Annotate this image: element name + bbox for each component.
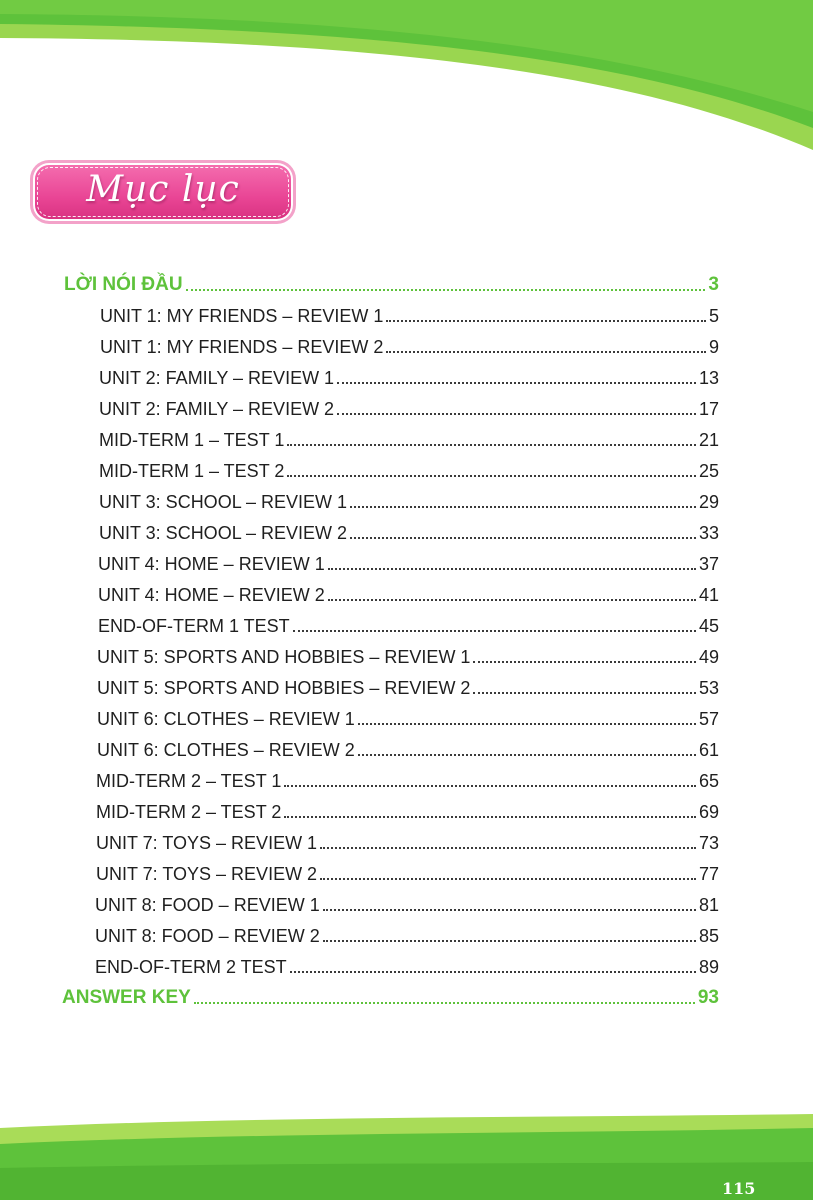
toc-entry[interactable]	[99, 458, 719, 482]
toc-entry-label: UNIT 3: SCHOOL – REVIEW 1	[99, 492, 348, 512]
toc-entry-page: 5	[708, 306, 719, 326]
dot-leader	[358, 723, 696, 725]
toc-entry[interactable]	[99, 489, 719, 513]
toc-entry-label: UNIT 1: MY FRIENDS – REVIEW 1	[100, 306, 384, 326]
toc-entry-page: 89	[698, 957, 719, 977]
toc-entry[interactable]	[95, 923, 719, 947]
dot-leader	[323, 909, 696, 911]
toc-entry-label: MID-TERM 2 – TEST 2	[96, 802, 282, 822]
dot-leader	[284, 785, 696, 787]
dot-leader	[290, 971, 696, 973]
top-green-swoosh	[0, 0, 813, 180]
dot-leader	[328, 599, 696, 601]
toc-entry-page: 77	[698, 864, 719, 884]
toc-entry-page: 3	[708, 274, 719, 295]
toc-entry[interactable]	[96, 768, 719, 792]
dot-leader	[350, 506, 696, 508]
toc-entry-page: 81	[698, 895, 719, 915]
toc-entry[interactable]	[95, 892, 719, 916]
toc-entry-label: UNIT 4: HOME – REVIEW 1	[98, 554, 325, 574]
dot-leader	[287, 444, 696, 446]
toc-entry-page: 69	[698, 802, 719, 822]
toc-entry-label: ANSWER KEY	[62, 987, 191, 1008]
toc-entry[interactable]	[95, 954, 719, 978]
toc-entry-page: 33	[698, 523, 719, 543]
toc-entry[interactable]	[98, 582, 719, 606]
toc-entry-page: 45	[698, 616, 719, 636]
toc-entry[interactable]	[99, 427, 719, 451]
toc-entry-page: 29	[698, 492, 719, 512]
toc-entry[interactable]	[96, 799, 719, 823]
dot-leader	[358, 754, 696, 756]
toc-entry-page: 57	[698, 709, 719, 729]
toc-entry-page: 9	[708, 337, 719, 357]
toc-entry-label: UNIT 7: TOYS – REVIEW 2	[96, 864, 318, 884]
toc-entry[interactable]	[99, 396, 719, 420]
toc-entry-page: 17	[698, 399, 719, 419]
toc-entry[interactable]	[96, 830, 719, 854]
toc-entry-label: UNIT 5: SPORTS AND HOBBIES – REVIEW 2	[97, 678, 471, 698]
toc-entry-page: 73	[698, 833, 719, 853]
toc-entry[interactable]	[98, 613, 719, 637]
dot-leader	[473, 692, 696, 694]
dot-leader	[386, 320, 706, 322]
toc-entry[interactable]	[96, 861, 719, 885]
toc-entry[interactable]	[97, 675, 719, 699]
dot-leader	[350, 537, 696, 539]
toc-entry[interactable]	[98, 551, 719, 575]
toc-entry-label: MID-TERM 1 – TEST 2	[99, 461, 285, 481]
toc-entry[interactable]	[97, 737, 719, 761]
toc-entry[interactable]	[100, 334, 719, 358]
bottom-green-band	[0, 1110, 813, 1200]
toc-entry-label: UNIT 4: HOME – REVIEW 2	[98, 585, 325, 605]
toc-entry-page: 85	[698, 926, 719, 946]
toc-entry-page: 49	[698, 647, 719, 667]
toc-entry-label: MID-TERM 1 – TEST 1	[99, 430, 285, 450]
toc-entry-label: MID-TERM 2 – TEST 1	[96, 771, 282, 791]
toc-entry-label: LỜI NÓI ĐẦU	[64, 274, 183, 295]
toc-entry-page: 53	[698, 678, 719, 698]
dot-leader	[194, 1002, 695, 1004]
toc-entry[interactable]	[99, 365, 719, 389]
page-number: 115	[722, 1179, 756, 1198]
toc-entry-page: 21	[698, 430, 719, 450]
dot-leader	[328, 568, 696, 570]
toc-entry[interactable]	[100, 303, 719, 327]
toc-entry-page: 93	[697, 987, 719, 1008]
dot-leader	[320, 847, 696, 849]
toc-entry-label: UNIT 8: FOOD – REVIEW 1	[95, 895, 320, 915]
toc-entry-front[interactable]	[64, 272, 719, 296]
toc-entry-label: UNIT 5: SPORTS AND HOBBIES – REVIEW 1	[97, 647, 471, 667]
dot-leader	[284, 816, 696, 818]
toc-entry-page: 37	[698, 554, 719, 574]
toc-entry-label: UNIT 8: FOOD – REVIEW 2	[95, 926, 320, 946]
toc-entry-label: UNIT 6: CLOTHES – REVIEW 2	[97, 740, 355, 760]
dot-leader	[287, 475, 696, 477]
toc-entry-label: UNIT 2: FAMILY – REVIEW 2	[99, 399, 335, 419]
toc-entry-label: UNIT 3: SCHOOL – REVIEW 2	[99, 523, 348, 543]
dot-leader	[293, 630, 696, 632]
toc-entry-label: END-OF-TERM 2 TEST	[95, 957, 287, 977]
dot-leader	[186, 289, 706, 291]
dot-leader	[473, 661, 696, 663]
toc-entry-label: UNIT 2: FAMILY – REVIEW 1	[99, 368, 335, 388]
title-badge	[33, 163, 293, 221]
toc-entry-label: UNIT 7: TOYS – REVIEW 1	[96, 833, 318, 853]
toc-entry[interactable]	[97, 706, 719, 730]
dot-leader	[323, 940, 696, 942]
page-title: Mục lục	[86, 169, 240, 210]
dot-leader	[386, 351, 706, 353]
toc-entry-label: END-OF-TERM 1 TEST	[98, 616, 290, 636]
toc-entry-page: 65	[698, 771, 719, 791]
dot-leader	[337, 413, 696, 415]
toc-entry-page: 25	[698, 461, 719, 481]
toc-entry-page: 61	[698, 740, 719, 760]
toc-entry-label: UNIT 1: MY FRIENDS – REVIEW 2	[100, 337, 384, 357]
toc-entry-page: 41	[698, 585, 719, 605]
toc-entry-label: UNIT 6: CLOTHES – REVIEW 1	[97, 709, 355, 729]
dot-leader	[337, 382, 696, 384]
toc-entry[interactable]	[99, 520, 719, 544]
toc-entry-answer-key[interactable]	[62, 985, 719, 1009]
toc-entry[interactable]	[97, 644, 719, 668]
dot-leader	[320, 878, 696, 880]
toc-entry-page: 13	[698, 368, 719, 388]
